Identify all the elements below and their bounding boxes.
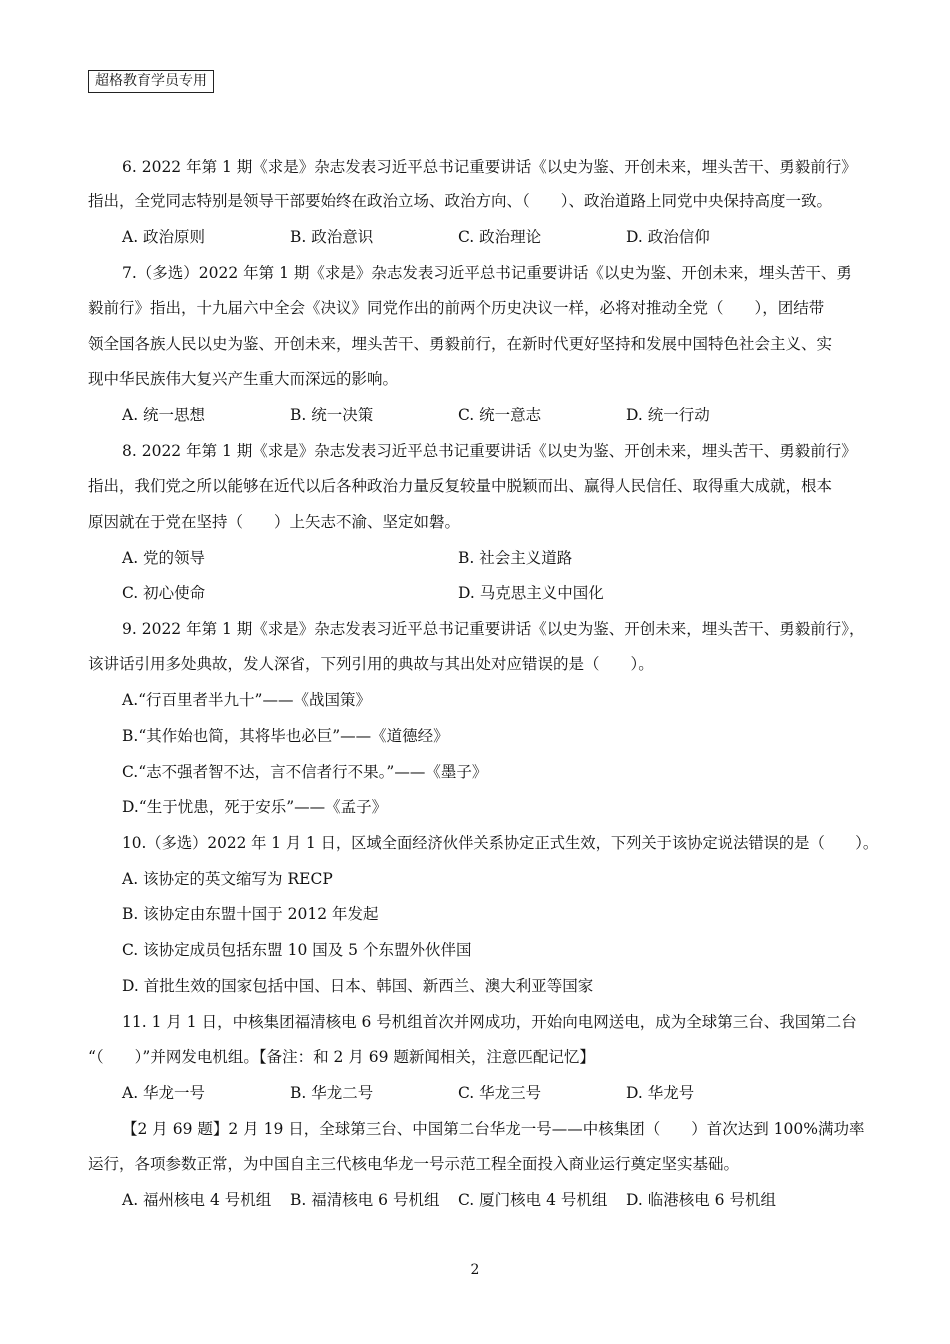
q69-option-a: A. 福州核电 4 号机组 (122, 1191, 272, 1209)
q69-option-d: D. 临港核电 6 号机组 (626, 1191, 776, 1209)
q69-line-2: 运行，各项参数正常，为中国自主三代核电华龙一号示范工程全面投入商业运行奠定坚实基础。 (88, 1155, 740, 1173)
page-number: 2 (470, 1262, 480, 1278)
q7-line-1: 7.（多选）2022 年第 1 期《求是》杂志发表习近平总书记重要讲话《以史为鉴、开创未来，埋头苦干、勇 (122, 264, 852, 282)
q6-option-d: D. 政治信仰 (626, 228, 710, 246)
q8-line-1: 8. 2022 年第 1 期《求是》杂志发表习近平总书记重要讲话《以史为鉴、开创未来，埋头苦干、勇毅前行》 (122, 442, 857, 460)
q69-option-b: B. 福清核电 6 号机组 (290, 1191, 440, 1209)
q9-line-1: 9. 2022 年第 1 期《求是》杂志发表习近平总书记重要讲话《以史为鉴、开创未来，埋头苦干、勇毅前行》， (122, 620, 865, 638)
q6-option-c: C. 政治理论 (458, 228, 542, 246)
q7-line-3: 领全国各族人民以史为鉴、开创未来，埋头苦干、勇毅前行，在新时代更好坚持和发展中国特色社会主义、实 (88, 335, 833, 353)
q10-option-b: B. 该协定由东盟十国于 2012 年发起 (122, 905, 379, 923)
q6-line-2: 指出，全党同志特别是领导干部要始终在政治立场、政治方向、（ ）、政治道路上同党中央保持高度一致。 (88, 192, 833, 210)
q11-line-2: “（ ）”并网发电机组。【备注：和 2 月 69 题新闻相关，注意匹配记忆】 (88, 1048, 595, 1066)
q9-option-a: A.“行百里者半九十”——《战国策》 (122, 691, 371, 709)
q69-option-c: C. 厦门核电 4 号机组 (458, 1191, 608, 1209)
q69-line-1: 【2 月 69 题】2 月 19 日，全球第三台、中国第二台华龙一号——中核集团（ ）首次达到 100%满功率 (122, 1120, 865, 1138)
header-label: 超格教育学员专用 (88, 70, 214, 93)
q11-option-b: B. 华龙二号 (290, 1084, 374, 1102)
q8-option-c: C. 初心使命 (122, 584, 206, 602)
q9-option-b: B.“其作始也简，其将毕也必巨”——《道德经》 (122, 727, 449, 745)
q10-line-1: 10.（多选）2022 年 1 月 1 日，区域全面经济伙伴关系协定正式生效，下列关于该协定说法错误的是（ ）。 (122, 834, 879, 852)
q9-option-d: D.“生于忧患，死于安乐”——《孟子》 (122, 798, 388, 816)
q8-option-b: B. 社会主义道路 (458, 549, 573, 567)
q11-line-1: 11. 1 月 1 日，中核集团福清核电 6 号机组首次并网成功，开始向电网送电，成为全球第三台、我国第二台 (122, 1013, 857, 1031)
q11-option-c: C. 华龙三号 (458, 1084, 542, 1102)
q6-option-a: A. 政治原则 (122, 228, 206, 246)
q6-line-1: 6. 2022 年第 1 期《求是》杂志发表习近平总书记重要讲话《以史为鉴、开创未来，埋头苦干、勇毅前行》 (122, 158, 857, 176)
q7-line-2: 毅前行》指出，十九届六中全会《决议》同党作出的前两个历史决议一样，必将对推动全党（ ），团结带 (88, 299, 825, 317)
q8-option-a: A. 党的领导 (122, 549, 206, 567)
q8-line-3: 原因就在于党在坚持（ ）上矢志不渝、坚定如磐。 (88, 513, 461, 531)
q9-line-2: 该讲话引用多处典故，发人深省，下列引用的典故与其出处对应错误的是（ ）。 (88, 655, 654, 673)
q7-option-d: D. 统一行动 (626, 406, 710, 424)
q9-option-c: C.“志不强者智不达，言不信者行不果。”——《墨子》 (122, 763, 488, 781)
q8-option-d: D. 马克思主义中国化 (458, 584, 604, 602)
q10-option-d: D. 首批生效的国家包括中国、日本、韩国、新西兰、澳大利亚等国家 (122, 977, 594, 995)
q7-line-4: 现中华民族伟大复兴产生重大而深远的影响。 (88, 370, 399, 388)
q8-line-2: 指出，我们党之所以能够在近代以后各种政治力量反复较量中脱颖而出、赢得人民信任、取得重大成就，根本 (88, 477, 833, 495)
q7-option-a: A. 统一思想 (122, 406, 206, 424)
q10-option-c: C. 该协定成员包括东盟 10 国及 5 个东盟外伙伴国 (122, 941, 472, 959)
q10-option-a: A. 该协定的英文缩写为 RECP (122, 870, 333, 888)
q11-option-d: D. 华龙号 (626, 1084, 695, 1102)
q7-option-b: B. 统一决策 (290, 406, 374, 424)
q7-option-c: C. 统一意志 (458, 406, 542, 424)
q11-option-a: A. 华龙一号 (122, 1084, 206, 1102)
q6-option-b: B. 政治意识 (290, 228, 374, 246)
